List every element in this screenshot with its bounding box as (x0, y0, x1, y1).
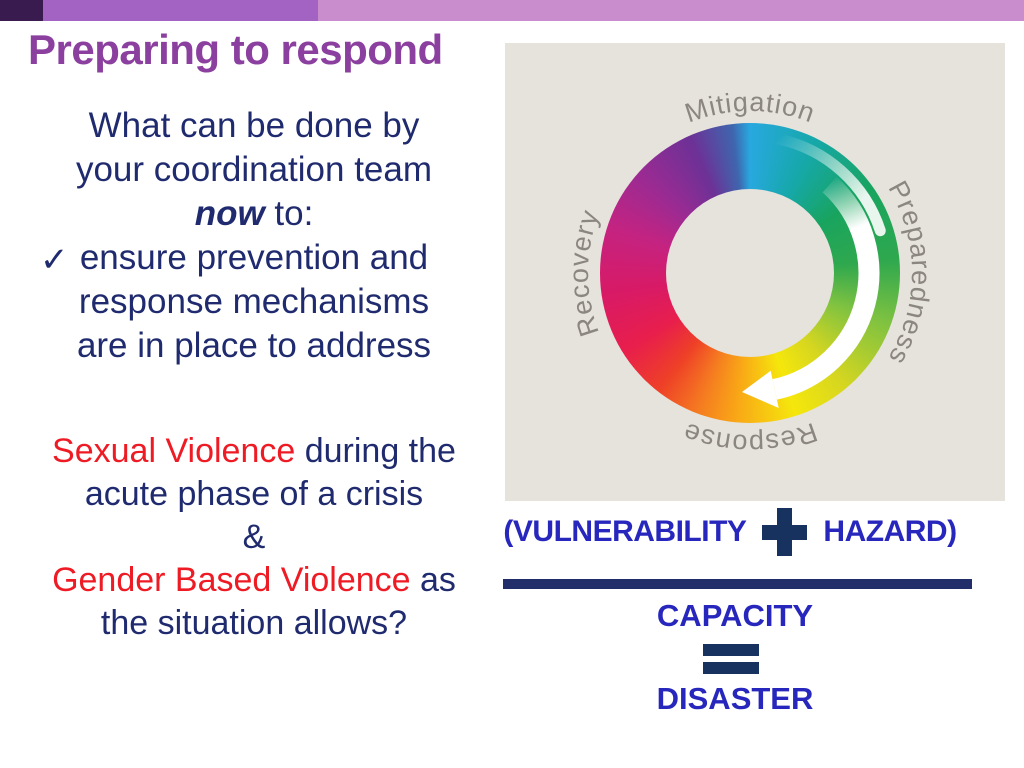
intro-line: your coordination team (75, 150, 433, 189)
bullet-line: response mechanisms (78, 282, 430, 321)
cycle-arrow-shaft (775, 185, 869, 390)
svg-text:Mitigation (681, 87, 819, 129)
ampersand: & (242, 518, 266, 556)
intro-text-block (18, 104, 490, 368)
sexual-violence-highlight: Sexual Violence (52, 432, 296, 470)
now-suffix: to: (264, 194, 314, 233)
sv-line: Sexual Violence during the (52, 432, 456, 470)
cycle-overlay (505, 43, 1005, 501)
svg-text:Preparedness (882, 176, 936, 371)
hazard-label: HAZARD) (823, 515, 957, 548)
ring-label-preparedness: Preparedness (882, 175, 937, 371)
intro-line: What can be done by (88, 106, 420, 145)
plus-icon (762, 508, 807, 556)
disaster-label: DISASTER (656, 681, 814, 716)
svg-text:Recovery (564, 206, 605, 341)
sv-line2: acute phase of a crisis (84, 475, 424, 513)
bullet-line: are in place to address (76, 326, 432, 365)
intro-line-now (18, 192, 490, 236)
vulnerability-label: (VULNERABILITY (503, 515, 747, 548)
header-bar-dark-segment (0, 0, 43, 21)
now-emphasis: now (194, 194, 265, 233)
checkmark-icon: ✓ (40, 241, 69, 279)
ring-label-response: Response (678, 416, 822, 460)
formula-numerator (490, 508, 970, 556)
fraction-bar (503, 579, 972, 589)
gbv-highlight: Gender Based Violence (52, 561, 411, 599)
equals-icon (703, 644, 759, 680)
bullet-line: ensure prevention and (79, 238, 429, 277)
page-title: Preparing to respond (28, 26, 443, 73)
header-bar-light-segment (318, 0, 1024, 21)
gbv-line: Gender Based Violence as (52, 561, 456, 599)
violence-text-block (18, 430, 490, 645)
svg-text:Response (679, 417, 822, 459)
cycle-arrow-head-icon (742, 371, 779, 408)
header-bar-medium-segment (43, 0, 318, 21)
disaster-cycle-diagram (505, 43, 1005, 501)
checklist-item (18, 236, 490, 368)
gbv-line2: the situation allows? (100, 604, 408, 642)
ring-label-mitigation: Mitigation (681, 86, 820, 129)
ring-label-recovery: Recovery (563, 205, 605, 341)
capacity-label: CAPACITY (656, 598, 814, 633)
